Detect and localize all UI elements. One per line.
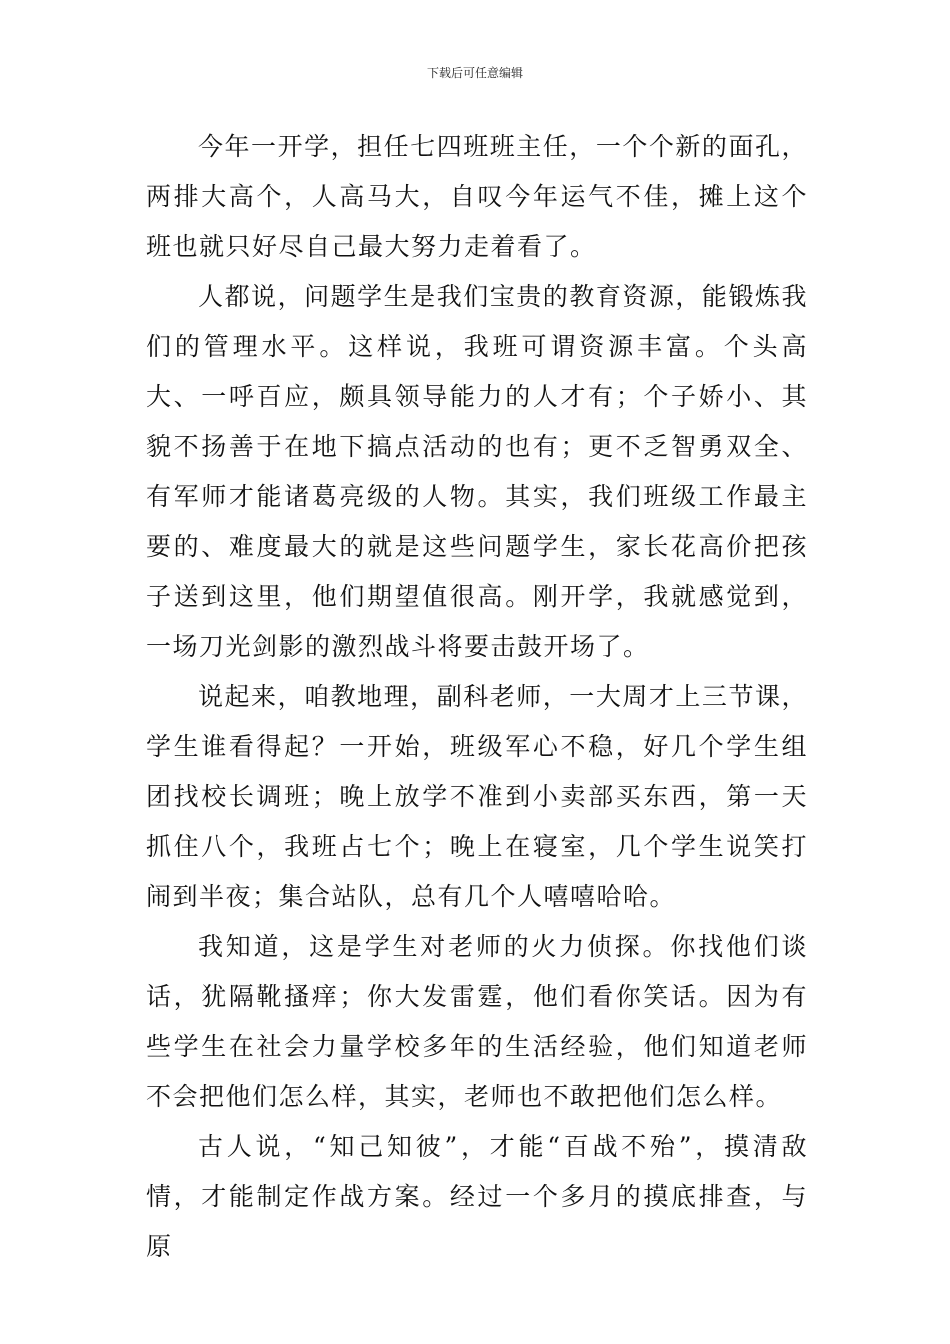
paragraph-5: 古人说，“知己知彼”，才能“百战不殆”，摸清敌情，才能制定作战方案。经过一个多月的摸底排查，与原 bbox=[146, 1132, 808, 1261]
paragraph-3: 说起来，咱教地理，副科老师，一大周才上三节课，学生谁看得起？一开始，班级军心不稳，好几个学生组团找校长调班；晚上放学不准到小卖部买东西，第一天抓住八个，我班占七个；晚上在寝室，几个学生说笑打闹到半夜；集合站队，总有几个人嘻嘻哈哈。 bbox=[146, 682, 808, 911]
paragraph-1: 今年一开学，担任七四班班主任，一个个新的面孔，两排大高个，人高马大，自叹今年运气不佳，摊上这个班也就只好尽自己最大努力走着看了。 bbox=[146, 132, 808, 261]
paragraph-2: 人都说，问题学生是我们宝贵的教育资源，能锻炼我们的管理水平。这样说，我班可谓资源丰富。个头高大、一呼百应，颇具领导能力的人才有；个子娇小、其貌不扬善于在地下搞点活动的也有；更不乏智勇双全、有军师才能诸葛亮级的人物。其实，我们班级工作最主要的、难度最大的就是这些问题学生，家长花高价把孩子送到这里，他们期望值很高。刚开学，我就感觉到，一场刀光剑影的激烈战斗将要击鼓开场了。 bbox=[146, 282, 808, 661]
paragraph-4: 我知道，这是学生对老师的火力侦探。你找他们谈话，犹隔靴搔痒；你大发雷霆，他们看你笑话。因为有些学生在社会力量学校多年的生活经验，他们知道老师不会把他们怎么样，其实，老师也不敢把他们怎么样。 bbox=[146, 932, 808, 1111]
page-header: 下载后可任意编辑 bbox=[426, 66, 523, 80]
document-body bbox=[146, 122, 808, 1272]
